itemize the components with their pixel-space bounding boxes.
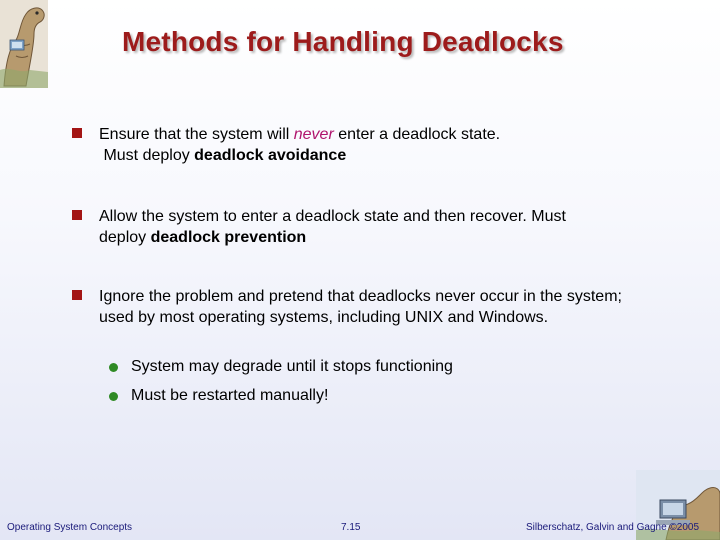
bullet-text-segment: Allow the system to enter a deadlock state and then recover. Must [99,208,566,225]
circle-bullet-icon [109,392,118,401]
square-bullet-icon [72,128,82,138]
bullet-text-segment: deploy [99,229,151,246]
footer-slide-number: 7.15 [341,522,361,533]
footer-course-title: Operating System Concepts [7,522,133,533]
emphasis-never: never [293,126,334,143]
circle-bullet-icon [109,363,118,372]
slide-title: Methods for Handling Deadlocks [122,26,564,57]
bold-term: deadlock avoidance [194,147,347,164]
square-bullet-icon [72,290,82,300]
bullet-text [99,124,659,166]
bullet-text-segment: Must deploy [99,147,195,164]
bullet-text-segment: enter a deadlock state. [333,126,501,143]
bullet-text: Ignore the problem and pretend that deadlocks never occur in the system; used by most operating systems, including UNIX and Windows. [99,288,622,326]
square-bullet-icon [72,210,82,220]
bullet-text [99,206,659,248]
sub-bullet-text: System may degrade until it stops functioning [131,358,453,375]
bold-term: deadlock prevention [150,229,307,246]
bullet-text-segment: Ensure that the system will [99,126,294,143]
footer-copyright: Silberschatz, Galvin and Gagne ©2005 [526,522,700,533]
sub-bullet-text: Must be restarted manually! [131,387,329,404]
dinosaur-logo-icon [0,0,48,88]
